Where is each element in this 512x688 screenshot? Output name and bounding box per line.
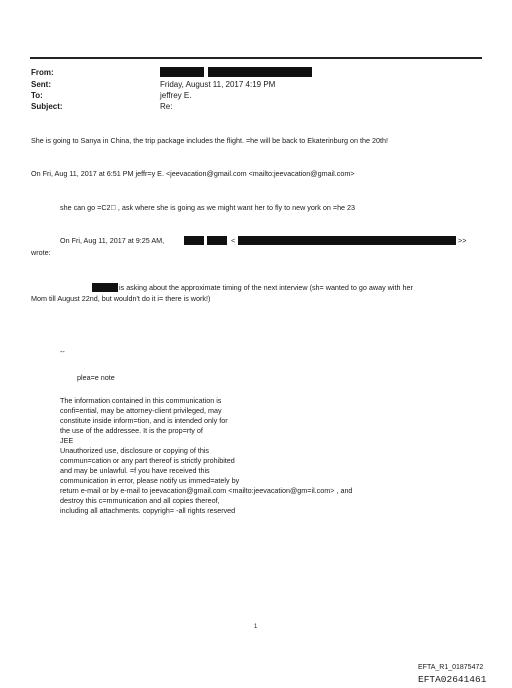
disclaimer-line: including all attachments. copyrigh= -all rights reserved	[60, 506, 236, 515]
subject-value: Re:	[160, 102, 173, 111]
redaction-block	[208, 67, 312, 77]
disclaimer-line: the use of the addressee. It is the prop=rty of	[60, 426, 203, 435]
quote-header: On Fri, Aug 11, 2017 at 6:51 PM jeffr=y E. <jeevacation@gmail.com <mailto:jeevacation@gmail.com>	[31, 169, 355, 178]
signature-dashes: --	[60, 347, 65, 356]
angle-bracket: <	[231, 236, 236, 245]
disclaimer-line: Unauthorized use, disclosure or copying of this	[60, 446, 210, 455]
disclaimer-line: destroy this c=mmunication and all copies thereof,	[60, 496, 220, 505]
please-note: plea=e note	[77, 373, 115, 382]
redaction-block	[238, 236, 456, 245]
disclaimer-line: JEE	[60, 436, 74, 445]
disclaimer-line: communication in error, please notify us immed=ately by	[60, 476, 240, 485]
subject-label: Subject:	[31, 102, 63, 111]
to-label: To:	[31, 91, 43, 100]
disclaimer-line: The information contained in this communication is	[60, 396, 222, 405]
disclaimer-line: confi=ential, may be attorney-client privileged, may	[60, 406, 222, 415]
sent-label: Sent:	[31, 80, 51, 89]
body-line: She is going to Sanya in China, the trip package includes the flight. =he will be back to Ekaterinburg on the 20th!	[31, 136, 389, 145]
wrote-label: wrote:	[31, 248, 51, 257]
quote-header: On Fri, Aug 11, 2017 at 9:25 AM,	[60, 236, 165, 245]
redaction-block	[184, 236, 204, 245]
redaction-block	[207, 236, 227, 245]
disclaimer-line: commun=cation or any part thereof is strictly prohibited	[60, 456, 235, 465]
header-rule	[30, 57, 482, 59]
disclaimer-line: return e-mail or by e-mail to jeevacation@gmail.com <mailto:jeevacation@gm=il.com> , and	[60, 486, 353, 495]
from-label: From:	[31, 68, 54, 77]
sent-value: Friday, August 11, 2017 4:19 PM	[160, 80, 276, 89]
disclaimer-line: and may be unlawful. =f you have received this	[60, 466, 210, 475]
angle-bracket: >>	[458, 236, 467, 245]
document-id: EFTA_R1_01875472	[418, 664, 484, 671]
body-line: is asking about the approximate timing of the next interview (sh= wanted to go away with her	[119, 283, 413, 292]
redaction-block	[160, 67, 204, 77]
disclaimer-line: constitute inside inform=tion, and is intended only for	[60, 416, 228, 425]
to-value: jeffrey E.	[160, 91, 192, 100]
bates-number: EFTA02641461	[418, 674, 487, 685]
redaction-block	[92, 283, 118, 292]
body-line: she can go =C2  , ask where she is going as we might want her to fly to new york on =he 23	[60, 203, 356, 212]
body-line: Mom till August 22nd, but wouldn't do it i= there is work!)	[31, 294, 211, 303]
page-number: 1	[254, 624, 258, 630]
